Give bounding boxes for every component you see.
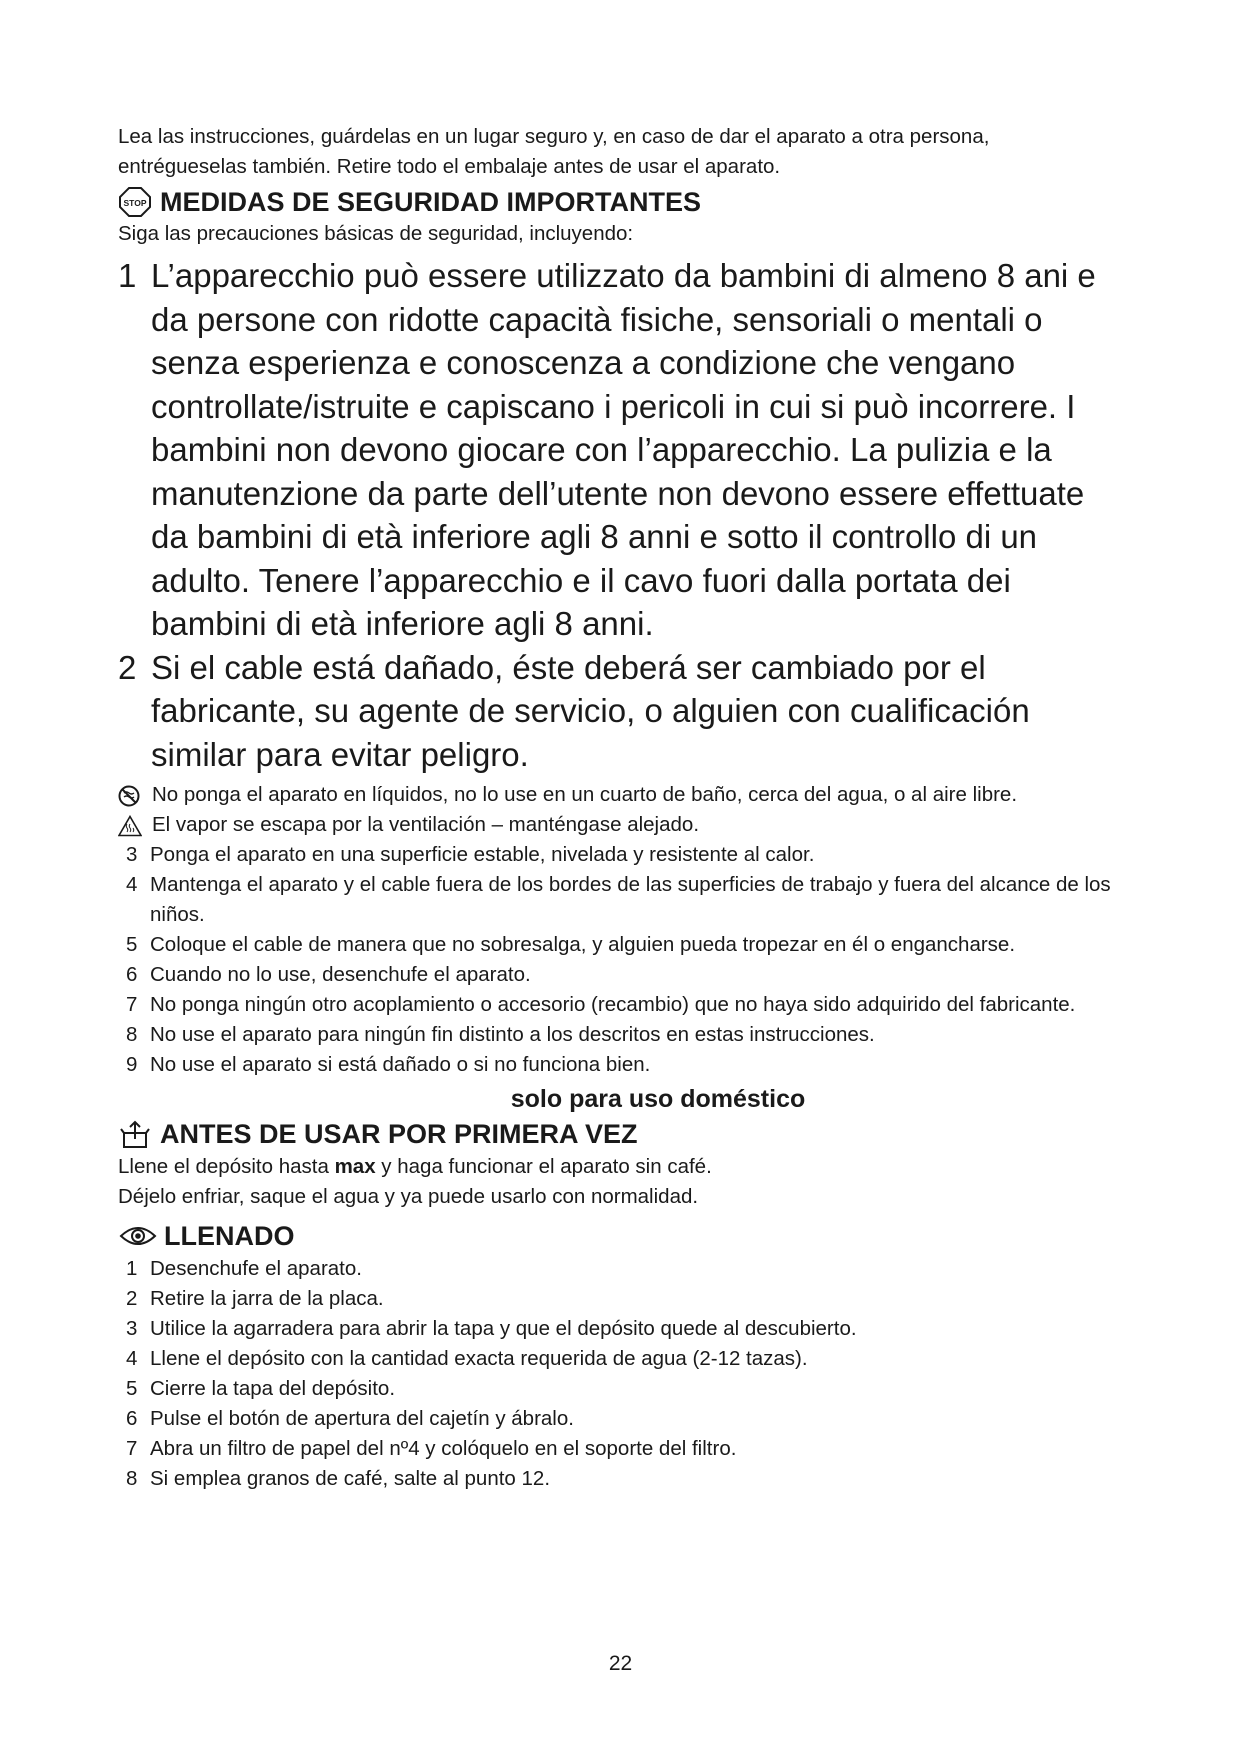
item-number: 4 bbox=[126, 873, 138, 896]
filling-item-6 bbox=[118, 1404, 1128, 1434]
safety-item-3 bbox=[118, 840, 1128, 870]
item-number: 3 bbox=[126, 843, 138, 866]
item-text: Ponga el aparato en una superficie estable, nivelada y resistente al calor. bbox=[150, 843, 815, 866]
filling-item-4 bbox=[118, 1344, 1128, 1374]
safety-item-7 bbox=[118, 990, 1128, 1020]
unpack-box-icon bbox=[118, 1119, 152, 1149]
item-number: 5 bbox=[126, 1377, 138, 1400]
item-text: L’apparecchio può essere utilizzato da bambini di almeno 8 ani e da persone con ridotte capacità fisiche, sensoriali o mentali o senza esperienza e conoscenza a condizione che vengano controllate/istruite e capiscano i pericoli in cui si può incorrere. I bambini non devono giocare con l’apparecchio. La pulizia e la manutenzione da parte dell’utente non devono essere effettuate da bambini di età inferiore agli 8 anni e sotto il controllo di un adulto. Tenere l’apparecchio e il cavo fuori dalla portata dei bambini di età inferiore agli 8 anni. bbox=[151, 257, 1096, 642]
item-text: Si el cable está dañado, éste deberá ser cambiado por el fabricante, su agente de servicio, o alguien con cualificación similar para evitar peligro. bbox=[151, 648, 1030, 773]
domestic-use-note: solo para uso doméstico bbox=[510, 1085, 806, 1113]
item-number: 5 bbox=[126, 933, 138, 956]
item-number: 1 bbox=[126, 1257, 138, 1280]
item-number: 9 bbox=[126, 1053, 138, 1076]
first-use-line-2: Déjelo enfriar, saque el agua y ya puede usarlo con normalidad. bbox=[118, 1185, 699, 1208]
item-number: 8 bbox=[126, 1023, 138, 1046]
item-number: 8 bbox=[126, 1467, 138, 1490]
filling-item-7 bbox=[118, 1434, 1128, 1464]
document-page bbox=[118, 122, 1128, 1494]
page-number: 22 bbox=[608, 1652, 633, 1675]
filling-item-1 bbox=[118, 1254, 1128, 1284]
first-use-line-1-post: y haga funcionar el aparato sin café. bbox=[375, 1155, 712, 1178]
safety-title: MEDIDAS DE SEGURIDAD IMPORTANTES bbox=[160, 187, 702, 217]
item-text: Si emplea granos de café, salte al punto 12. bbox=[150, 1467, 551, 1490]
first-use-title: ANTES DE USAR POR PRIMERA VEZ bbox=[160, 1119, 638, 1149]
safety-item-8 bbox=[118, 1020, 1128, 1050]
item-number: 6 bbox=[126, 963, 138, 986]
item-text: No ponga ningún otro acoplamiento o accesorio (recambio) que no haya sido adquirido del fabricante. bbox=[150, 993, 1076, 1016]
filling-title: LLENADO bbox=[164, 1221, 295, 1251]
item-number: 2 bbox=[126, 1287, 138, 1310]
warning-water-text: No ponga el aparato en líquidos, no lo use en un cuarto de baño, cerca del agua, o al aire libre. bbox=[152, 783, 1018, 806]
item-number: 3 bbox=[126, 1317, 138, 1340]
filling-item-3 bbox=[118, 1314, 1128, 1344]
first-use-line-1 bbox=[118, 1152, 1128, 1182]
item-number: 7 bbox=[126, 993, 138, 1016]
eye-icon bbox=[118, 1221, 158, 1251]
warning-steam-text: El vapor se escapa por la ventilación – manténgase alejado. bbox=[152, 813, 700, 836]
item-text: Llene el depósito con la cantidad exacta requerida de agua (2-12 tazas). bbox=[150, 1347, 808, 1370]
item-text: Cierre la tapa del depósito. bbox=[150, 1377, 396, 1400]
warning-steam bbox=[118, 810, 1128, 840]
stop-icon-text: STOP bbox=[123, 198, 147, 208]
safety-item-4 bbox=[118, 870, 1128, 930]
first-use-heading bbox=[118, 1116, 1128, 1152]
item-number: 2 bbox=[118, 648, 137, 686]
safety-big-item-2 bbox=[118, 646, 1128, 777]
safety-heading bbox=[118, 184, 1128, 220]
item-text: Utilice la agarradera para abrir la tapa y que el depósito quede al descubierto. bbox=[150, 1317, 857, 1340]
max-label: max bbox=[334, 1155, 376, 1178]
item-number: 4 bbox=[126, 1347, 138, 1370]
safety-item-6 bbox=[118, 960, 1128, 990]
first-use-line-1-pre: Llene el depósito hasta bbox=[118, 1155, 335, 1178]
intro-line-1: Lea las instrucciones, guárdelas en un lugar seguro y, en caso de dar el aparato a otra persona, bbox=[118, 125, 990, 148]
item-text: Pulse el botón de apertura del cajetín y ábralo. bbox=[150, 1407, 574, 1430]
filling-item-5 bbox=[118, 1374, 1128, 1404]
item-text: Cuando no lo use, desenchufe el aparato. bbox=[150, 963, 531, 986]
item-text: No use el aparato para ningún fin distinto a los descritos en estas instrucciones. bbox=[150, 1023, 875, 1046]
item-number: 6 bbox=[126, 1407, 138, 1430]
item-text: Mantenga el aparato y el cable fuera de los bordes de las superficies de trabajo y fuera del alcance de los niños. bbox=[150, 873, 1111, 926]
item-number: 7 bbox=[126, 1437, 138, 1460]
item-text: No use el aparato si está dañado o si no funciona bien. bbox=[150, 1053, 651, 1076]
safety-big-item-1 bbox=[118, 254, 1128, 646]
item-text: Abra un filtro de papel del nº4 y colóquelo en el soporte del filtro. bbox=[150, 1437, 737, 1460]
item-number: 1 bbox=[118, 257, 137, 294]
filling-item-8 bbox=[118, 1464, 1128, 1494]
safety-subtitle: Siga las precauciones básicas de seguridad, incluyendo: bbox=[118, 222, 634, 245]
item-text: Desenchufe el aparato. bbox=[150, 1257, 362, 1280]
warning-triangle-icon bbox=[118, 810, 152, 840]
filling-heading bbox=[118, 1218, 1128, 1254]
intro-line-2: entrégueselas también. Retire todo el embalaje antes de usar el aparato. bbox=[118, 155, 781, 178]
item-text: Retire la jarra de la placa. bbox=[150, 1287, 384, 1310]
filling-item-2 bbox=[118, 1284, 1128, 1314]
no-water-icon bbox=[118, 780, 152, 810]
item-text: Coloque el cable de manera que no sobresalga, y alguien pueda tropezar en él o engancharse. bbox=[150, 933, 1016, 956]
safety-item-9 bbox=[118, 1050, 1128, 1080]
stop-icon bbox=[118, 187, 152, 217]
warning-water bbox=[118, 780, 1128, 810]
safety-item-5 bbox=[118, 930, 1128, 960]
